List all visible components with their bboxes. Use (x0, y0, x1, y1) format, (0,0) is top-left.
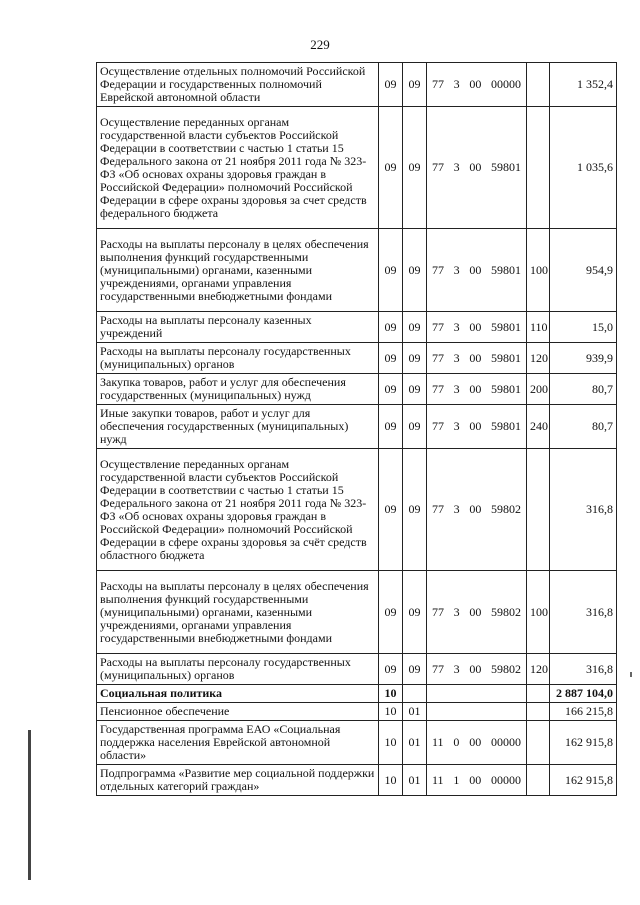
csr-subprogram: 3 (453, 419, 460, 433)
section-code: 09 (379, 374, 403, 405)
csr-event: 00 (469, 262, 482, 277)
csr-direction: 59801 (490, 381, 521, 396)
csr-direction: 00000 (490, 77, 521, 91)
expense-type-code: 120 (527, 343, 550, 374)
csr-program: 77 (432, 319, 444, 334)
csr-subprogram: 3 (453, 160, 460, 174)
expense-name: Пенсионное обеспечение (97, 703, 379, 721)
csr-direction: 59802 (490, 604, 521, 619)
subsection-code: 09 (403, 654, 427, 685)
expense-type-code: 110 (527, 312, 550, 343)
amount: 954,9 (550, 229, 617, 312)
target-article-code (427, 229, 527, 312)
csr-direction: 59802 (490, 661, 521, 676)
target-article-code (427, 685, 527, 703)
budget-table (96, 62, 617, 796)
table-row (97, 654, 617, 685)
table-row (97, 343, 617, 374)
csr-direction: 00000 (491, 772, 521, 787)
amount: 166 215,8 (550, 703, 617, 721)
table-row (97, 765, 617, 796)
expense-type-code (527, 63, 550, 107)
expense-type-code: 120 (527, 654, 550, 685)
table-row (97, 63, 617, 107)
section-code: 09 (379, 312, 403, 343)
table-row (97, 703, 617, 721)
expense-name: Расходы на выплаты персоналу казенных учреждений (97, 312, 379, 343)
scan-tick-mark (630, 672, 632, 677)
csr-direction: 59801 (490, 350, 521, 365)
expense-name: Государственная программа ЕАО «Социальная поддержка населения Еврейской автономной области» (97, 721, 379, 765)
amount: 316,8 (550, 654, 617, 685)
subsection-code: 09 (403, 107, 427, 229)
csr-subprogram: 0 (453, 735, 460, 749)
expense-type-code (527, 765, 550, 796)
amount: 15,0 (550, 312, 617, 343)
csr-program: 77 (432, 381, 444, 396)
target-article-code (427, 654, 527, 685)
expense-name: Расходы на выплаты персоналу в целях обеспечения выполнения функций государственными (муниципальными) органами, казенными учреждениями, органами управления государственными внебюджетными фондами (97, 229, 379, 312)
expense-name: Подпрограмма «Развитие мер социальной поддержки отдельных категорий граждан» (97, 765, 379, 796)
section-code: 10 (379, 685, 403, 703)
subsection-code: 09 (403, 229, 427, 312)
subsection-code: 01 (403, 703, 427, 721)
csr-subprogram: 3 (453, 661, 460, 676)
expense-type-code (527, 703, 550, 721)
csr-event: 00 (469, 319, 482, 334)
table-row (97, 107, 617, 229)
subsection-code: 09 (403, 312, 427, 343)
csr-program: 77 (432, 419, 444, 433)
table-row (97, 229, 617, 312)
subsection-code: 09 (403, 571, 427, 654)
table-row (97, 374, 617, 405)
csr-program: 77 (432, 77, 444, 91)
expense-name: Расходы на выплаты персоналу государственных (муниципальных) органов (97, 654, 379, 685)
csr-event: 00 (469, 160, 482, 174)
target-article-code (427, 703, 527, 721)
csr-subprogram: 3 (453, 319, 460, 334)
subsection-code: 09 (403, 63, 427, 107)
table-row (97, 571, 617, 654)
csr-subprogram: 3 (453, 262, 460, 277)
csr-direction: 59801 (490, 262, 521, 277)
target-article-code (427, 449, 527, 571)
target-article-code (427, 721, 527, 765)
csr-event: 00 (469, 381, 482, 396)
target-article-code (427, 63, 527, 107)
csr-subprogram: 1 (453, 772, 460, 787)
csr-event: 00 (469, 502, 482, 516)
amount: 162 915,8 (550, 721, 617, 765)
table-row (97, 405, 617, 449)
csr-direction: 00000 (491, 735, 521, 749)
scan-edge-mark (28, 730, 31, 880)
expense-name: Расходы на выплаты персоналу в целях обеспечения выполнения функций государственными (муниципальными) органами, казенными учреждениями, органами управления государственными внебюджетными фондами (97, 571, 379, 654)
expense-type-code (527, 107, 550, 229)
target-article-code (427, 374, 527, 405)
csr-direction: 59801 (490, 160, 521, 174)
section-code: 09 (379, 229, 403, 312)
section-code: 09 (379, 405, 403, 449)
target-article-code (427, 343, 527, 374)
page-number: 229 (310, 37, 330, 52)
amount: 1 035,6 (550, 107, 617, 229)
amount: 162 915,8 (550, 765, 617, 796)
amount: 2 887 104,0 (550, 685, 617, 703)
csr-event: 00 (469, 604, 482, 619)
amount: 80,7 (550, 374, 617, 405)
expense-type-code: 100 (527, 571, 550, 654)
target-article-code (427, 107, 527, 229)
csr-program: 11 (432, 772, 444, 787)
csr-event: 00 (469, 77, 482, 91)
subsection-code: 09 (403, 449, 427, 571)
expense-type-code (527, 685, 550, 703)
subsection-code: 01 (403, 721, 427, 765)
expense-name: Закупка товаров, работ и услуг для обеспечения государственных (муниципальных) нужд (97, 374, 379, 405)
section-code: 10 (379, 765, 403, 796)
section-code: 09 (379, 107, 403, 229)
csr-subprogram: 3 (453, 604, 460, 619)
csr-event: 00 (469, 419, 482, 433)
amount: 1 352,4 (550, 63, 617, 107)
expense-name: Социальная политика (97, 685, 379, 703)
table-row (97, 312, 617, 343)
expense-name: Расходы на выплаты персоналу государственных (муниципальных) органов (97, 343, 379, 374)
csr-direction: 59802 (490, 502, 521, 516)
csr-subprogram: 3 (453, 502, 460, 516)
amount: 316,8 (550, 449, 617, 571)
csr-direction: 59801 (490, 319, 521, 334)
csr-event: 00 (469, 735, 482, 749)
section-code: 10 (379, 703, 403, 721)
csr-event: 00 (469, 772, 482, 787)
csr-program: 77 (432, 160, 444, 174)
table-row (97, 721, 617, 765)
expense-type-code: 200 (527, 374, 550, 405)
budget-table-body (97, 63, 617, 796)
csr-program: 11 (432, 735, 444, 749)
target-article-code (427, 765, 527, 796)
expense-type-code (527, 721, 550, 765)
expense-type-code: 240 (527, 405, 550, 449)
csr-event: 00 (469, 350, 482, 365)
subsection-code (403, 685, 427, 703)
expense-name: Осуществление переданных органам государственной власти субъектов Российской Федерации в соответствии с частью 1 статьи 15 Федерального закона от 21 ноября 2011 года № 323-ФЗ «Об основах охраны здоровья граждан в Российской Федерации» полномочий Российской Федерации в сфере охраны здоровья за счет средств федерального бюджета (97, 107, 379, 229)
amount: 939,9 (550, 343, 617, 374)
target-article-code (427, 405, 527, 449)
amount: 316,8 (550, 571, 617, 654)
expense-name: Осуществление отдельных полномочий Российской Федерации и государственных полномочий Еврейской автономной области (97, 63, 379, 107)
expense-name: Иные закупки товаров, работ и услуг для обеспечения государственных (муниципальных) нужд (97, 405, 379, 449)
csr-subprogram: 3 (453, 77, 460, 91)
csr-program: 77 (432, 350, 444, 365)
subsection-code: 01 (403, 765, 427, 796)
table-row (97, 449, 617, 571)
table-row (97, 685, 617, 703)
section-code: 09 (379, 63, 403, 107)
csr-program: 77 (432, 262, 444, 277)
section-code: 09 (379, 343, 403, 374)
csr-subprogram: 3 (453, 381, 460, 396)
csr-direction: 59801 (490, 419, 521, 433)
amount: 80,7 (550, 405, 617, 449)
expense-type-code (527, 449, 550, 571)
subsection-code: 09 (403, 405, 427, 449)
csr-event: 00 (469, 661, 482, 676)
subsection-code: 09 (403, 343, 427, 374)
target-article-code (427, 571, 527, 654)
section-code: 09 (379, 571, 403, 654)
csr-program: 77 (432, 502, 444, 516)
expense-name: Осуществление переданных органам государственной власти субъектов Российской Федерации в соответствии с частью 1 статьи 15 Федерального закона от 21 ноября 2011 года № 323-ФЗ «Об основах охраны здоровья граждан в Российской Федерации» полномочий Российской Федерации в сфере охраны здоровья за счёт средств областного бюджета (97, 449, 379, 571)
section-code: 10 (379, 721, 403, 765)
section-code: 09 (379, 654, 403, 685)
csr-program: 77 (432, 661, 444, 676)
csr-subprogram: 3 (453, 350, 460, 365)
expense-type-code: 100 (527, 229, 550, 312)
target-article-code (427, 312, 527, 343)
section-code: 09 (379, 449, 403, 571)
csr-program: 77 (432, 604, 444, 619)
subsection-code: 09 (403, 374, 427, 405)
